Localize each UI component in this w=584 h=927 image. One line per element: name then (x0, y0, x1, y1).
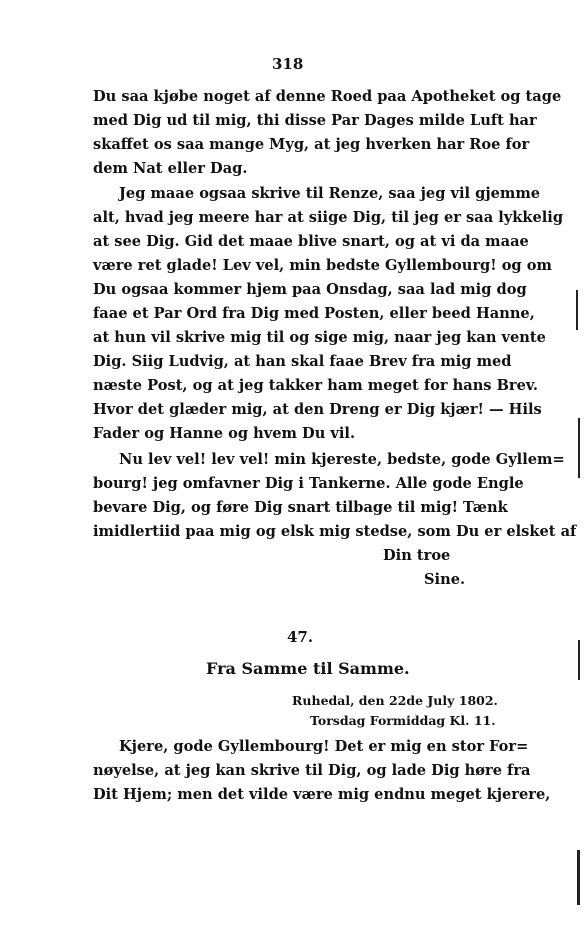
text-line: Kjere, gode Gyllembourg! Det er mig en stor For= (119, 738, 529, 755)
text-line: Dit Hjem; men det vilde være mig endnu meget kjerere, (93, 786, 551, 803)
text-line: næste Post, og at jeg takker ham meget for hans Brev. (93, 377, 539, 394)
text-line: bevare Dig, og føre Dig snart tilbage til mig! Tænk (93, 499, 508, 516)
text-line: Dig. Siig Ludvig, at han skal faae Brev fra mig med (93, 353, 512, 370)
text-line: imidlertiid paa mig og elsk mig stedse, som Du er elsket af (93, 523, 577, 540)
letter-number: 47. (287, 628, 314, 646)
scan-margin-mark (576, 290, 578, 330)
scan-margin-mark (578, 418, 580, 478)
closing-salutation: Din troe (383, 547, 451, 564)
text-line: Hvor det glæder mig, at den Dreng er Dig kjær! — Hils (93, 401, 542, 418)
text-line: skaffet os saa mange Myg, at jeg hverken har Roe for (93, 136, 530, 153)
text-line: Fader og Hanne og hvem Du vil. (93, 425, 356, 442)
text-line: at see Dig. Gid det maae blive snart, og at vi da maae (93, 233, 529, 250)
text-line: med Dig ud til mig, thi disse Par Dages milde Luft har (93, 112, 537, 129)
text-line: nøyelse, at jeg kan skrive til Dig, og lade Dig høre fra (93, 762, 531, 779)
text-line: Du ogsaa kommer hjem paa Onsdag, saa lad mig dog (93, 281, 527, 298)
text-line: Du saa kjøbe noget af denne Roed paa Apotheket og tage (93, 88, 562, 105)
text-line: Jeg maae ogsaa skrive til Renze, saa jeg vil gjemme (119, 185, 541, 202)
closing-signature: Sine. (424, 571, 466, 588)
text-line: at hun vil skrive mig til og sige mig, naar jeg kan vente (93, 329, 546, 346)
text-line: være ret glade! Lev vel, min bedste Gyllembourg! og om (93, 257, 552, 274)
text-line: alt, hvad jeg meere har at siige Dig, til jeg er saa lykkelig (93, 209, 564, 226)
scan-margin-mark (577, 850, 580, 905)
scan-margin-mark (578, 640, 580, 680)
text-line: dem Nat eller Dag. (93, 160, 248, 177)
page-number: 318 (272, 55, 304, 73)
text-line: faae et Par Ord fra Dig med Posten, eller beed Hanne, (93, 305, 535, 322)
dateline-place-date: Ruhedal, den 22de July 1802. (292, 693, 498, 708)
letter-heading: Fra Samme til Samme. (206, 659, 410, 678)
text-line: bourg! jeg omfavner Dig i Tankerne. Alle gode Engle (93, 475, 524, 492)
text-line: Nu lev vel! lev vel! min kjereste, bedste, gode Gyllem= (119, 451, 565, 468)
dateline-day-time: Torsdag Formiddag Kl. 11. (310, 713, 496, 728)
